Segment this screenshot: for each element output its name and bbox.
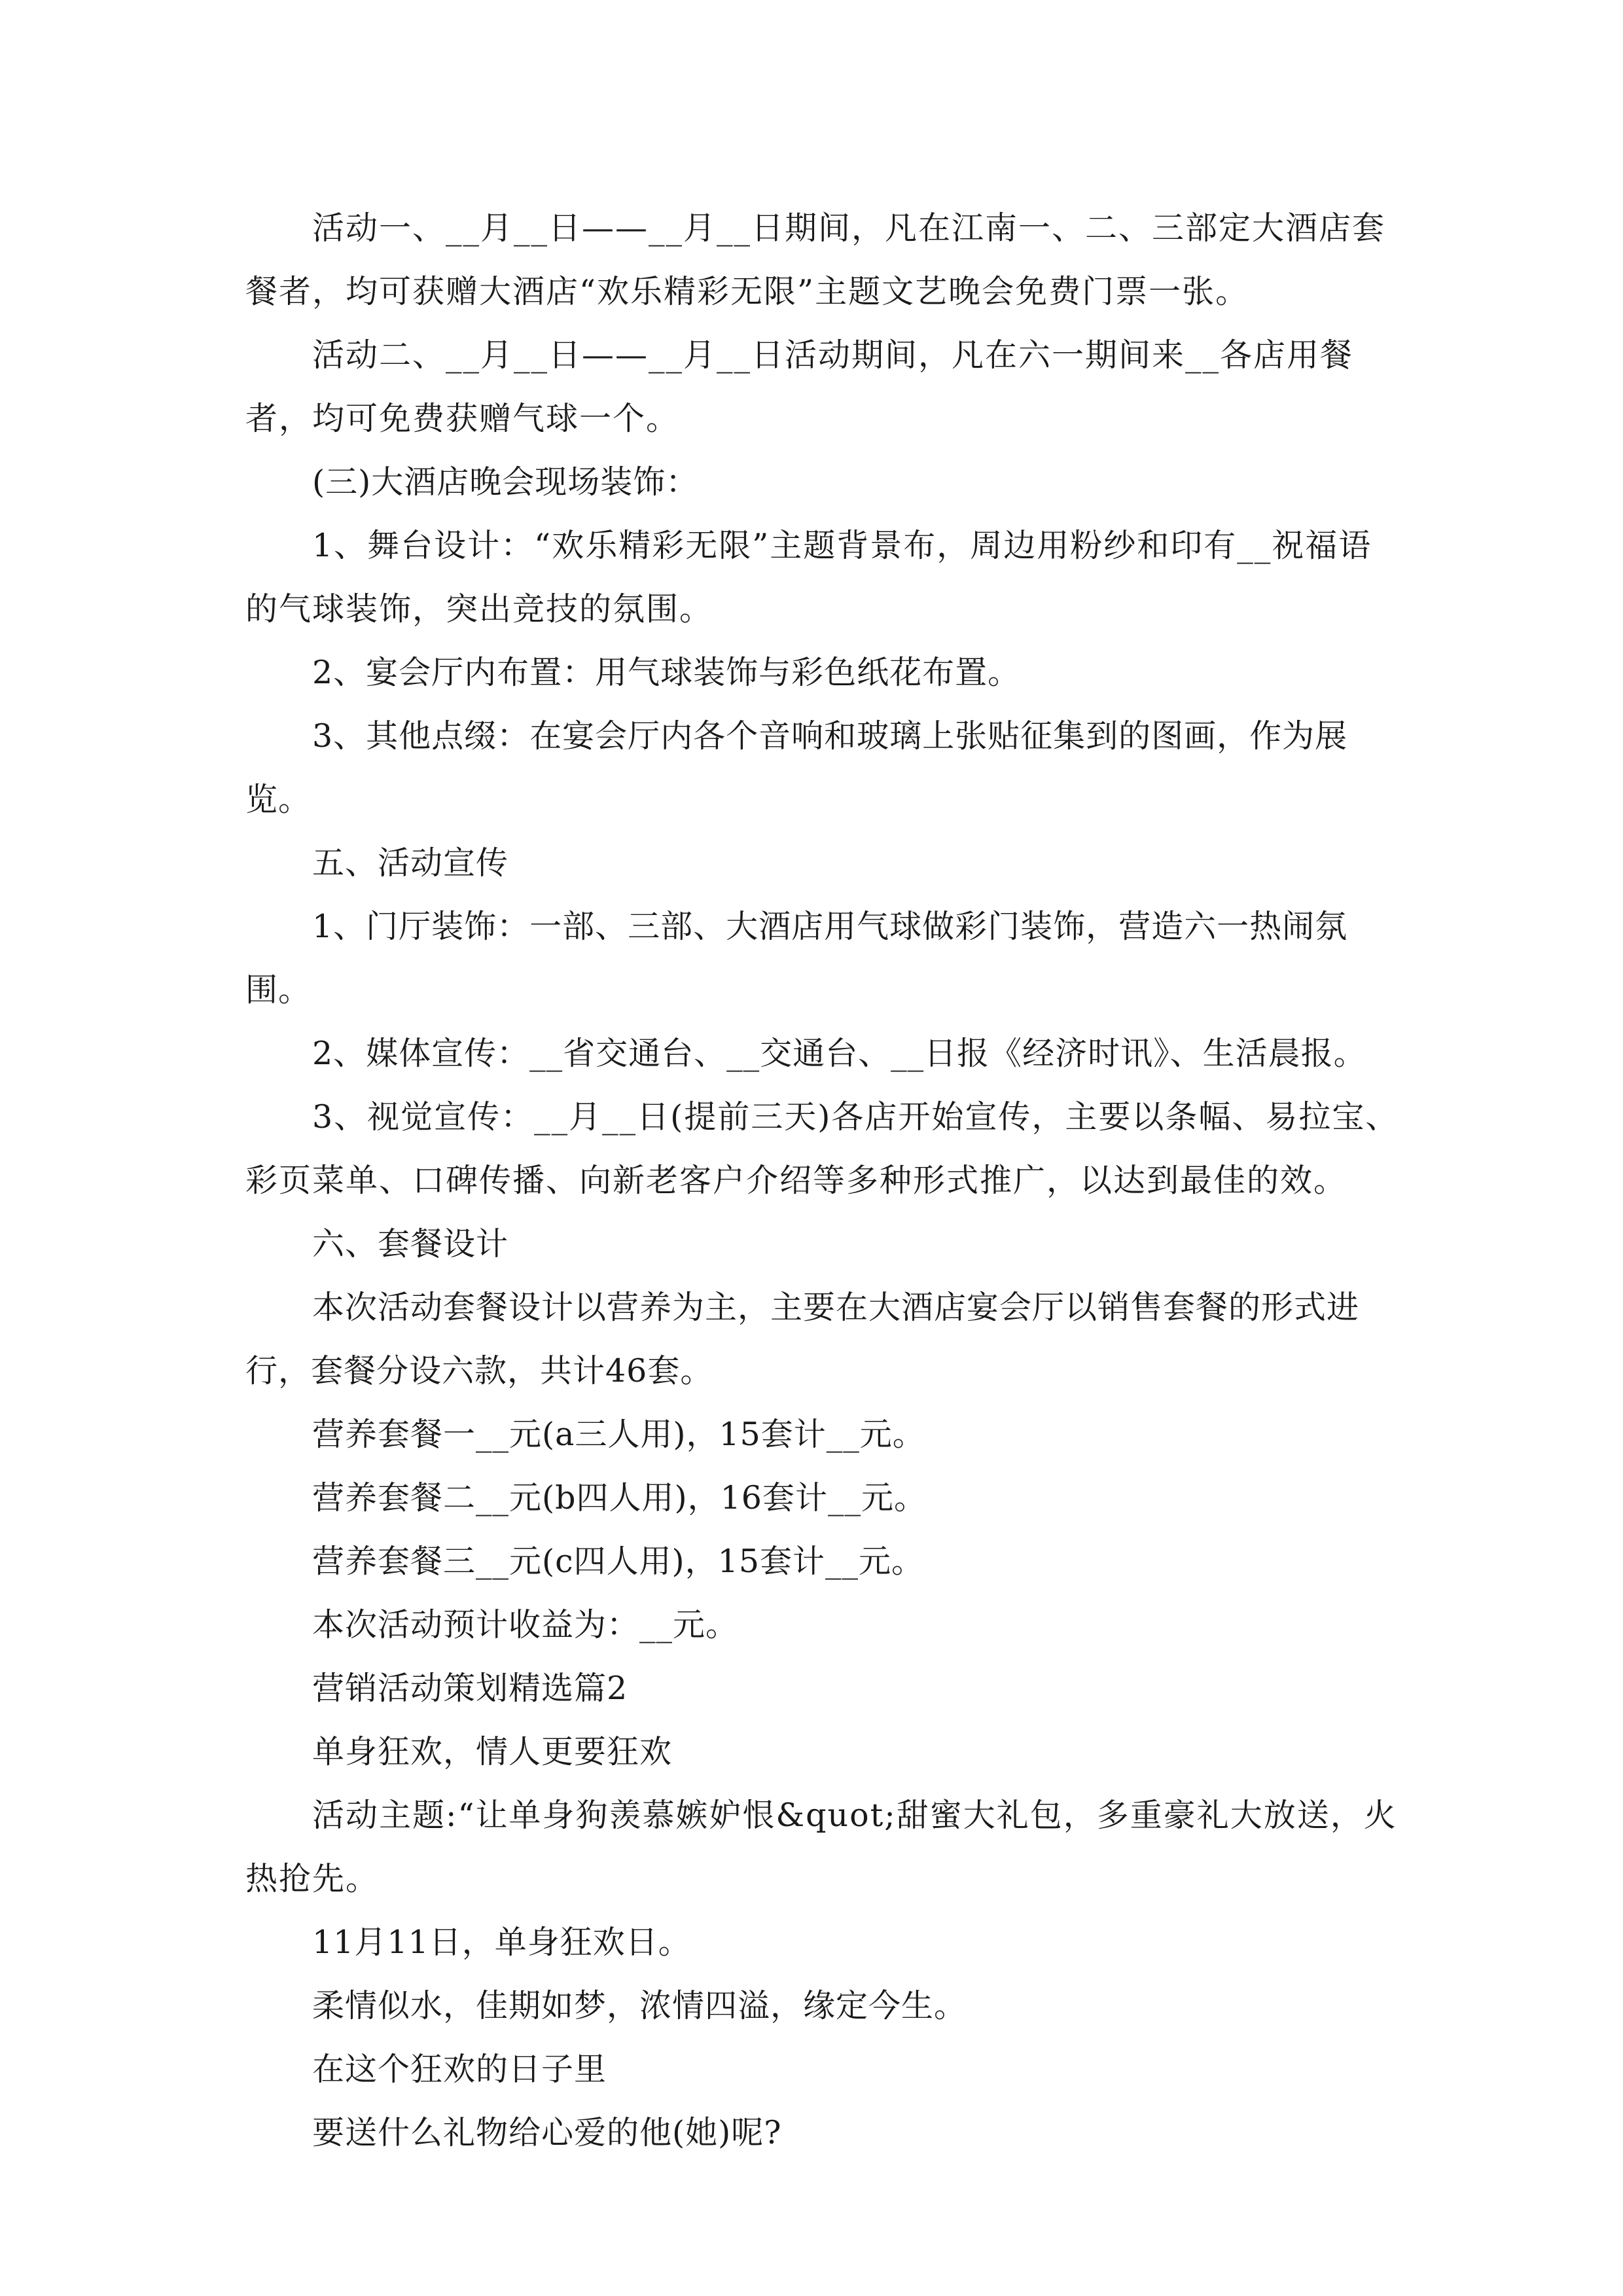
paragraph-hall-layout: 2、宴会厅内布置：用气球装饰与彩色纸花布置。 <box>312 654 1021 691</box>
paragraph-activity-one: 活动一、__月__日——__月__日期间，凡在江南一、二、三部定大酒店套餐者，均可获赠大酒店“欢乐精彩无限”主题文艺晚会免费门票一张。 <box>245 209 1386 310</box>
paragraph-package-heading: 六、套餐设计 <box>312 1225 509 1263</box>
paragraph-promotion-heading: 五、活动宣传 <box>312 844 509 882</box>
paragraph-package-two: 营养套餐二__元(b四人用)，16套计__元。 <box>312 1479 927 1516</box>
paragraph-package-three: 营养套餐三__元(c四人用)，15套计__元。 <box>312 1543 925 1580</box>
paragraph-activity-theme: 活动主题:“让单身狗羡慕嫉妒恨&quot;甜蜜大礼包，多重豪礼大放送，火热抢先。 <box>245 1797 1397 1897</box>
paragraph-gift-question: 要送什么礼物给心爱的他(她)呢? <box>312 2114 782 2151</box>
paragraph-singles-day: 11月11日，单身狂欢日。 <box>312 1924 691 1961</box>
paragraph-article-two-title: 营销活动策划精选篇2 <box>312 1670 628 1707</box>
paragraph-stage-design: 1、舞台设计：“欢乐精彩无限”主题背景布，周边用粉纱和印有__祝福语的气球装饰，突出竞技的氛围。 <box>245 527 1372 628</box>
paragraph-activity-two: 活动二、__月__日——__月__日活动期间，凡在六一期间来__各店用餐者，均可免费获赠气球一个。 <box>245 336 1354 437</box>
paragraph-other-decor: 3、其他点缀：在宴会厅内各个音响和玻璃上张贴征集到的图画，作为展览。 <box>245 717 1348 818</box>
paragraph-venue-decoration-heading: (三)大酒店晚会现场装饰： <box>312 463 699 501</box>
document-body <box>245 196 1404 2164</box>
paragraph-package-one: 营养套餐一__元(a三人用)，15套计__元。 <box>312 1416 925 1453</box>
paragraph-carnival-day: 在这个狂欢的日子里 <box>312 2051 607 2088</box>
paragraph-visual-promotion: 3、视觉宣传：__月__日(提前三天)各店开始宣传，主要以条幅、易拉宝、彩页菜单、口碑传播、向新老客户介绍等多种形式推广，以达到最佳的效。 <box>245 1098 1399 1199</box>
paragraph-expected-revenue: 本次活动预计收益为：__元。 <box>312 1606 739 1643</box>
paragraph-lobby-decoration: 1、门厅装饰：一部、三部、大酒店用气球做彩门装饰，营造六一热闹氛围。 <box>245 908 1348 1009</box>
paragraph-package-intro: 本次活动套餐设计以营养为主，主要在大酒店宴会厅以销售套餐的形式进行，套餐分设六款，共计46套。 <box>245 1289 1360 1390</box>
paragraph-singles-slogan: 单身狂欢，情人更要狂欢 <box>312 1733 673 1770</box>
paragraph-romance-line: 柔情似水，佳期如梦，浓情四溢，缘定今生。 <box>312 1987 967 2024</box>
paragraph-media-promotion: 2、媒体宣传：__省交通台、__交通台、__日报《经济时讯》、生活晨报。 <box>312 1035 1366 1072</box>
